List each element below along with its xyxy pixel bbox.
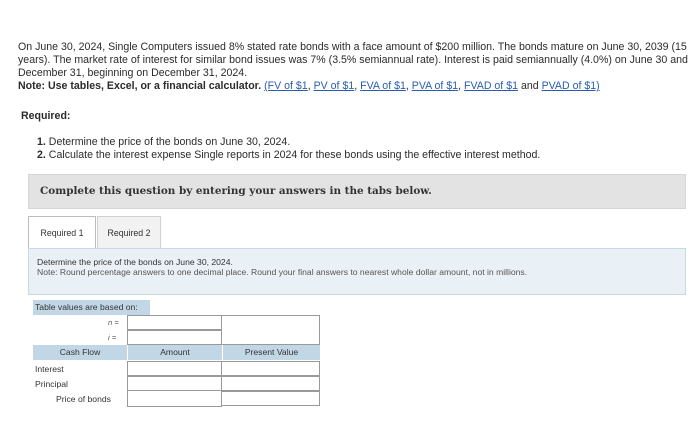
row-label-interest: Interest bbox=[35, 364, 64, 374]
link-pv-of-1[interactable]: PV of $1 bbox=[313, 80, 355, 92]
link-pvad-of-1[interactable]: PVAD of $1) bbox=[541, 80, 600, 92]
tab-required-1[interactable]: Required 1 bbox=[28, 216, 96, 248]
panel-rounding-note: Note: Round percentage answers to one decimal place. Round your final answers to nearest whole dollar amount, not in millions. bbox=[37, 267, 528, 277]
link-pva-of-1[interactable]: PVA of $1 bbox=[411, 80, 459, 92]
tab-required-2[interactable]: Required 2 bbox=[97, 216, 161, 248]
link-fvad-of-1[interactable]: FVAD of $1 bbox=[464, 80, 518, 92]
links-and: and bbox=[520, 80, 539, 92]
table-values-header: Table values are based on: bbox=[33, 300, 150, 315]
required-item-number: 2. bbox=[37, 149, 46, 161]
required-item-2 bbox=[37, 149, 540, 162]
table-divider bbox=[127, 391, 128, 407]
panel-task: Determine the price of the bonds on June 30, 2024. bbox=[37, 257, 233, 267]
interest-amount-input[interactable] bbox=[127, 361, 222, 376]
principal-amount-input[interactable] bbox=[127, 376, 222, 391]
present-value-header: Present Value bbox=[222, 345, 320, 360]
link-fv-of-1[interactable]: (FV of $1 bbox=[264, 80, 308, 92]
table-values-blank-cell bbox=[221, 315, 320, 345]
required-list bbox=[37, 136, 540, 162]
problem-statement: On June 30, 2024, Single Computers issued 8% stated rate bonds with a face amount of $200 million. The bonds mature on June 30, 2039 (15 years). The market rate of interest for similar bond issues was 7% (3.5% semiannual rate). Interest is paid semiannually (4.0%) on June 30 and December 31, beginning on December 31, 2024. Note: Use tables, Excel, or a financial calculator. (FV of $1, PV of $1, FVA of $1, PVA of $1, FVAD of $1 and PVAD of $1) bbox=[18, 41, 688, 92]
problem-text: On June 30, 2024, Single Computers issued 8% stated rate bonds with a face amount of $200 million. The bonds mature on June 30, 2039 (15 years). The market rate of interest for similar bond issues was 7% (3.5% semiannual rate). Interest is paid semiannually (4.0%) on June 30 and December 31, beginning on December 31, 2024. bbox=[18, 41, 688, 79]
price-of-bonds-input[interactable] bbox=[221, 391, 320, 406]
interest-present-value-input[interactable] bbox=[221, 361, 320, 376]
principal-present-value-input[interactable] bbox=[221, 376, 320, 391]
required-heading: Required: bbox=[21, 110, 71, 122]
tab-panel-instructions bbox=[28, 248, 686, 295]
required-item-number: 1. bbox=[37, 136, 46, 148]
instructions-bar: Complete this question by entering your answers in the tabs below. bbox=[28, 174, 686, 209]
amount-header: Amount bbox=[127, 345, 222, 360]
row-label-price-of-bonds: Price of bonds bbox=[56, 394, 111, 404]
row-label-principal: Principal bbox=[35, 379, 68, 389]
required-item-1 bbox=[37, 136, 540, 149]
required-item-text: Calculate the interest expense Single reports in 2024 for these bonds using the effective interest method. bbox=[48, 149, 541, 161]
i-label: i = bbox=[108, 333, 117, 342]
table-divider bbox=[127, 406, 222, 407]
link-fva-of-1[interactable]: FVA of $1 bbox=[360, 80, 406, 92]
calculator-note: Note: Use tables, Excel, or a financial calculator. bbox=[18, 80, 262, 92]
n-input[interactable] bbox=[127, 315, 222, 330]
cash-flow-header: Cash Flow bbox=[33, 345, 127, 360]
n-label: n = bbox=[108, 318, 119, 327]
required-item-text: Determine the price of the bonds on June 30, 2024. bbox=[48, 136, 291, 148]
i-input[interactable] bbox=[127, 330, 222, 345]
